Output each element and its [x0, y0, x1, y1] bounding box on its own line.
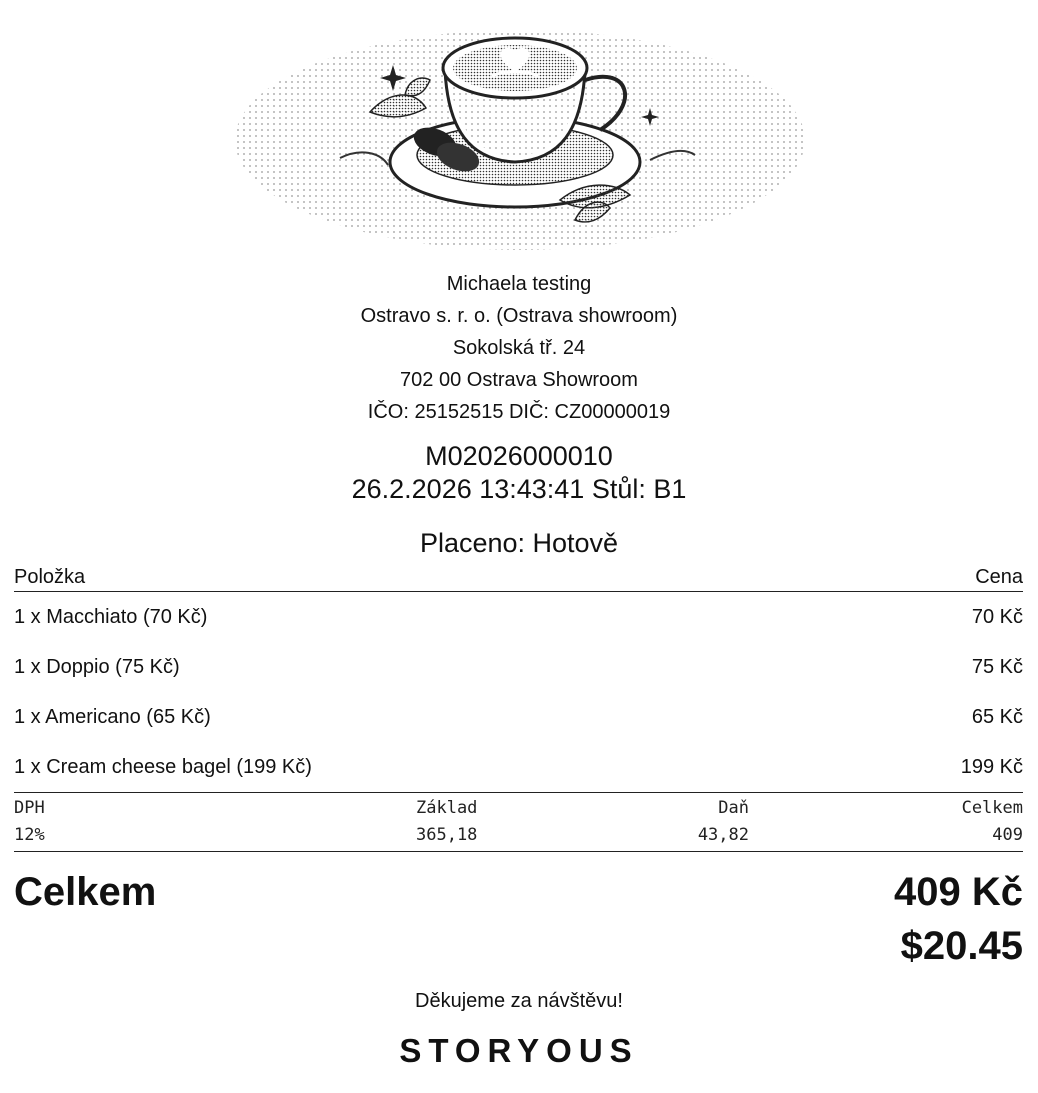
coffee-cup-logo	[230, 20, 810, 265]
payment-method: Placeno: Hotově	[419, 528, 619, 558]
list-item	[14, 593, 1023, 643]
coffee-cup-icon	[230, 20, 810, 265]
total-label: Celkem	[14, 870, 157, 914]
items-header-price: Cena	[975, 566, 1023, 588]
list-item	[14, 643, 1023, 693]
document-number: M02026000010	[425, 441, 613, 471]
item-price: 70 Kč	[971, 606, 1023, 628]
item-price: 199 Kč	[960, 756, 1023, 778]
thank-you-message: Děkujeme za návštěvu!	[415, 990, 623, 1012]
vat-rate: 12%	[14, 825, 45, 845]
total-alt-currency: $20.45	[900, 924, 1023, 968]
item-description: 1 x Macchiato (70 Kč)	[14, 606, 208, 628]
city-address: 702 00 Ostrava Showroom	[400, 369, 638, 391]
merchant-header	[0, 268, 1038, 428]
vat-header-tax: Daň	[718, 798, 749, 818]
vat-total: 409	[992, 825, 1023, 845]
items-header	[14, 564, 1023, 592]
business-name: Michaela testing	[446, 273, 592, 295]
list-item	[14, 693, 1023, 743]
vat-tax: 43,82	[697, 825, 749, 845]
list-item	[14, 743, 1023, 793]
item-description: 1 x Cream cheese bagel (199 Kč)	[14, 756, 312, 778]
brand-logo: STORYOUS	[399, 1032, 639, 1069]
item-price: 65 Kč	[971, 706, 1023, 728]
item-description: 1 x Americano (65 Kč)	[14, 706, 211, 728]
vat-header-total: Celkem	[961, 798, 1023, 818]
company-name: Ostravo s. r. o. (Ostrava showroom)	[360, 305, 678, 327]
item-description: 1 x Doppio (75 Kč)	[14, 656, 180, 678]
vat-table	[14, 792, 1023, 852]
datetime-table: 26.2.2026 13:43:41 Stůl: B1	[351, 474, 687, 504]
company-ids: IČO: 25152515 DIČ: CZ00000019	[367, 401, 671, 423]
items-header-item: Položka	[14, 566, 86, 588]
street-address: Sokolská tř. 24	[452, 337, 586, 359]
vat-header-base: Základ	[416, 798, 478, 818]
document-info	[0, 440, 1038, 506]
total-value: 409 Kč	[894, 870, 1023, 914]
items-list	[14, 593, 1023, 793]
vat-header-rate: DPH	[14, 798, 45, 818]
vat-base: 365,18	[416, 825, 478, 845]
item-price: 75 Kč	[971, 656, 1023, 678]
